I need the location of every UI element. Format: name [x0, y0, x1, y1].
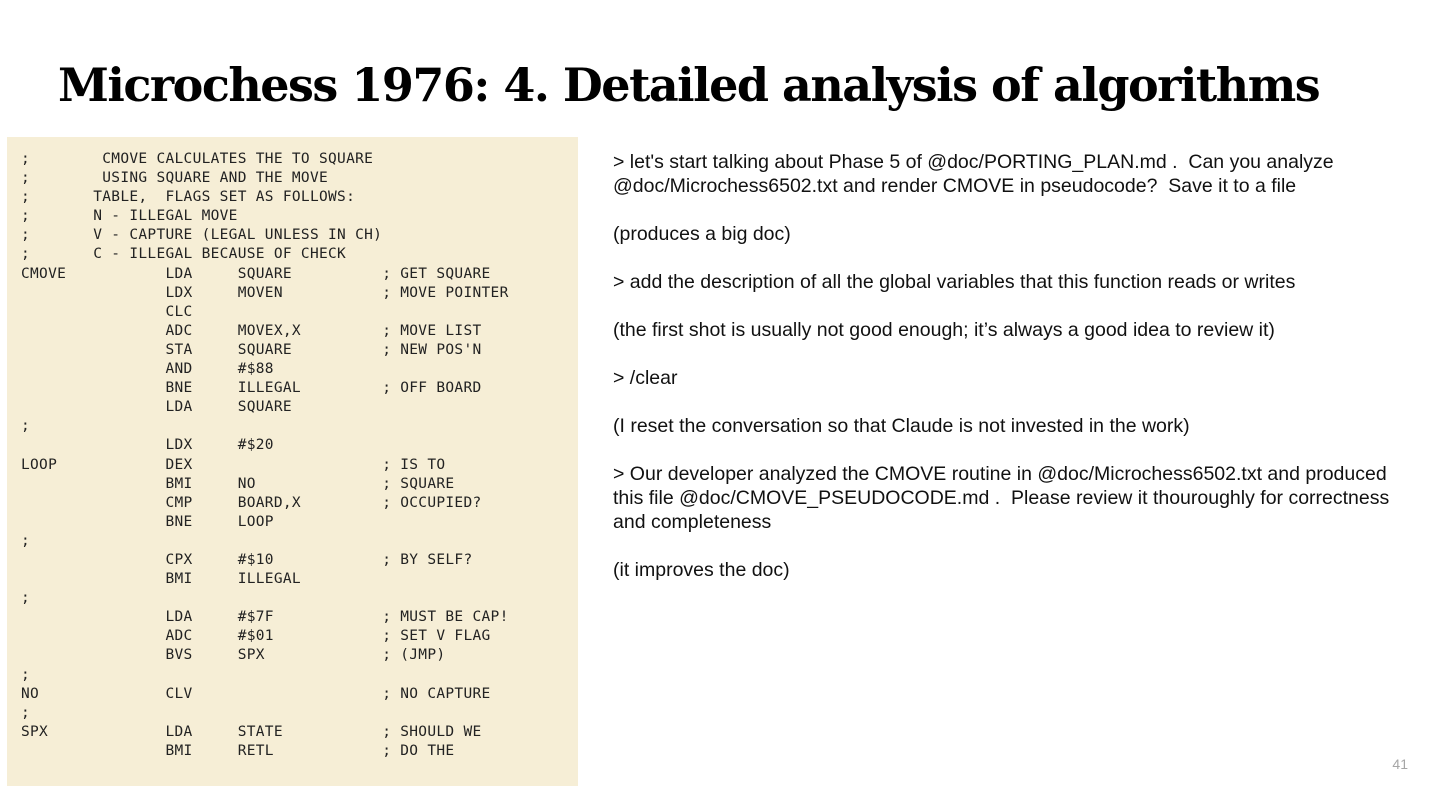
- result-note: (I reset the conversation so that Claude is not invested in the work): [613, 415, 1190, 437]
- code-line: BMI NO ; SQUARE: [21, 475, 455, 492]
- code-line: LDA #$7F ; MUST BE CAP!: [21, 609, 509, 626]
- code-line: LDX #$20: [21, 437, 274, 454]
- code-line: ; USING SQUARE AND THE MOVE: [21, 170, 329, 187]
- code-line: BMI ILLEGAL: [21, 571, 301, 588]
- result-note: (the first shot is usually not good enough; it’s always a good idea to review it): [613, 319, 1275, 341]
- code-line: ; C - ILLEGAL BECAUSE OF CHECK: [21, 246, 347, 263]
- prompt-note: > /clear: [613, 367, 678, 389]
- code-line: ;: [21, 666, 31, 683]
- code-line: ; TABLE, FLAGS SET AS FOLLOWS:: [21, 189, 356, 206]
- code-line: CLC: [21, 303, 193, 320]
- code-line: ; N - ILLEGAL MOVE: [21, 208, 238, 225]
- code-line: ;: [21, 532, 31, 549]
- code-line: LDX MOVEN ; MOVE POINTER: [21, 284, 509, 301]
- prompt-note: > Our developer analyzed the CMOVE routine in @doc/Microchess6502.txt and produced this file @doc/CMOVE_PSEUDOCODE.md . Please review it thouroughly for correctness and completeness: [613, 463, 1395, 533]
- code-line: NO CLV ; NO CAPTURE: [21, 685, 491, 702]
- prompt-note: > let's start talking about Phase 5 of @doc/PORTING_PLAN.md . Can you analyze @doc/Microchess6502.txt and render CMOVE in pseudocode? Save it to a file: [613, 151, 1340, 197]
- code-line: ; V - CAPTURE (LEGAL UNLESS IN CH): [21, 227, 383, 244]
- code-line: ;: [21, 418, 31, 435]
- code-line: BMI RETL ; DO THE: [21, 742, 455, 759]
- code-line: LOOP DEX ; IS TO: [21, 456, 446, 473]
- code-line: CMP BOARD,X ; OCCUPIED?: [21, 494, 482, 511]
- prompt-notes: [613, 150, 1413, 606]
- result-note: (produces a big doc): [613, 223, 791, 245]
- assembly-code-panel: [7, 137, 578, 786]
- code-line: LDA SQUARE: [21, 399, 292, 416]
- code-line: ;: [21, 704, 31, 721]
- slide-title: Microchess 1976: 4. Detailed analysis of algorithms: [58, 58, 1320, 112]
- code-line: CPX #$10 ; BY SELF?: [21, 551, 473, 568]
- code-line: ADC MOVEX,X ; MOVE LIST: [21, 322, 482, 339]
- code-line: CMOVE LDA SQUARE ; GET SQUARE: [21, 265, 491, 282]
- prompt-note: > add the description of all the global variables that this function reads or writes: [613, 271, 1296, 293]
- code-line: STA SQUARE ; NEW POS'N: [21, 341, 482, 358]
- code-line: BVS SPX ; (JMP): [21, 647, 446, 664]
- code-line: ; CMOVE CALCULATES THE TO SQUARE: [21, 151, 374, 167]
- code-line: AND #$88: [21, 361, 274, 378]
- code-line: BNE ILLEGAL ; OFF BOARD: [21, 380, 482, 397]
- code-line: ADC #$01 ; SET V FLAG: [21, 628, 491, 645]
- page-number: 41: [1392, 756, 1408, 772]
- code-line: SPX LDA STATE ; SHOULD WE: [21, 723, 482, 740]
- code-line: ;: [21, 590, 31, 607]
- code-line: BNE LOOP: [21, 513, 274, 530]
- result-note: (it improves the doc): [613, 559, 790, 581]
